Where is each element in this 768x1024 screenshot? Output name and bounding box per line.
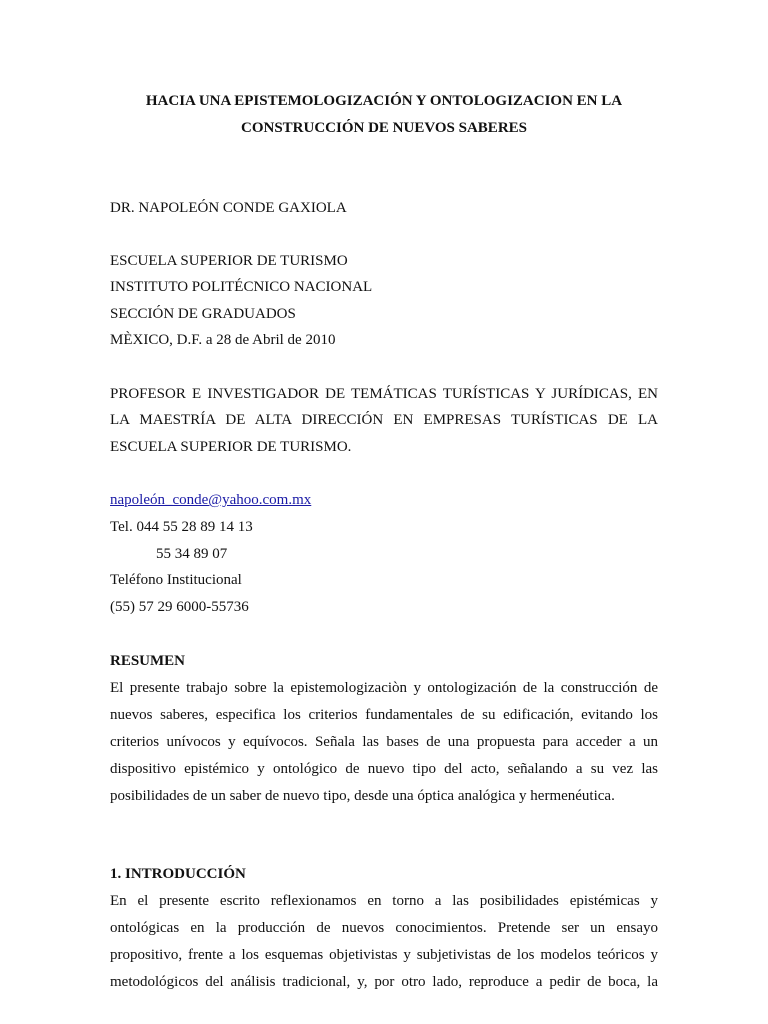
position-line-3: ESCUELA SUPERIOR DE TURISMO. xyxy=(110,439,352,455)
resumen-line-3: criterios unívocos y equívocos. Señala las bases de una propuesta para acceder a un xyxy=(110,734,658,750)
telephone-2: 55 34 89 07 xyxy=(156,546,228,562)
institutional-phone-label: Teléfono Institucional xyxy=(110,572,242,588)
position-line-2: LA MAESTRÍA DE ALTA DIRECCIÓN EN EMPRESAS TURÍSTICAS DE LA xyxy=(110,412,658,428)
place-date: MÈXICO, D.F. a 28 de Abril de 2010 xyxy=(110,332,336,348)
resumen-line-4: dispositivo epistémico y ontológico de nuevo tipo del acto, señalando a su vez las xyxy=(110,761,658,777)
telephone-1: Tel. 044 55 28 89 14 13 xyxy=(110,519,253,535)
introduction-line-2: ontológicas en la producción de nuevos conocimientos. Pretende ser un ensayo xyxy=(110,920,658,936)
affiliation-school: ESCUELA SUPERIOR DE TURISMO xyxy=(110,253,348,269)
position-line-1: PROFESOR E INVESTIGADOR DE TEMÁTICAS TURÍSTICAS Y JURÍDICAS, EN xyxy=(110,386,658,402)
introduction-line-4: metodológicos del análisis tradicional, y, por otro lado, reproduce a pedir de boca, la xyxy=(110,974,658,990)
document-title-line-1: HACIA UNA EPISTEMOLOGIZACIÓN Y ONTOLOGIZACION EN LA xyxy=(145,93,623,109)
email-link[interactable]: napoleón_conde@yahoo.com.mx xyxy=(110,492,312,508)
resumen-line-2: nuevos saberes, especifica los criterios fundamentales de su edificación, evitando los xyxy=(110,707,658,723)
resumen-line-5: posibilidades de un saber de nuevo tipo, desde una óptica analógica y hermenéutica. xyxy=(110,788,615,804)
affiliation-section: SECCIÓN DE GRADUADOS xyxy=(110,306,296,322)
resumen-line-1: El presente trabajo sobre la epistemologizaciòn y ontologización de la construcción de xyxy=(110,680,658,696)
document-title-line-2: CONSTRUCCIÓN DE NUEVOS SABERES xyxy=(240,120,527,136)
introduction-heading: 1. INTRODUCCIÓN xyxy=(110,866,246,882)
introduction-line-1: En el presente escrito reflexionamos en torno a las posibilidades epistémicas y xyxy=(110,893,658,909)
resumen-heading: RESUMEN xyxy=(110,653,186,669)
introduction-line-3: propositivo, frente a los esquemas objetivistas y subjetivistas de los modelos teóricos y xyxy=(110,947,658,963)
author-name: DR. NAPOLEÓN CONDE GAXIOLA xyxy=(110,200,347,216)
affiliation-institute: INSTITUTO POLITÉCNICO NACIONAL xyxy=(110,279,373,295)
institutional-phone: (55) 57 29 6000-55736 xyxy=(110,599,249,615)
